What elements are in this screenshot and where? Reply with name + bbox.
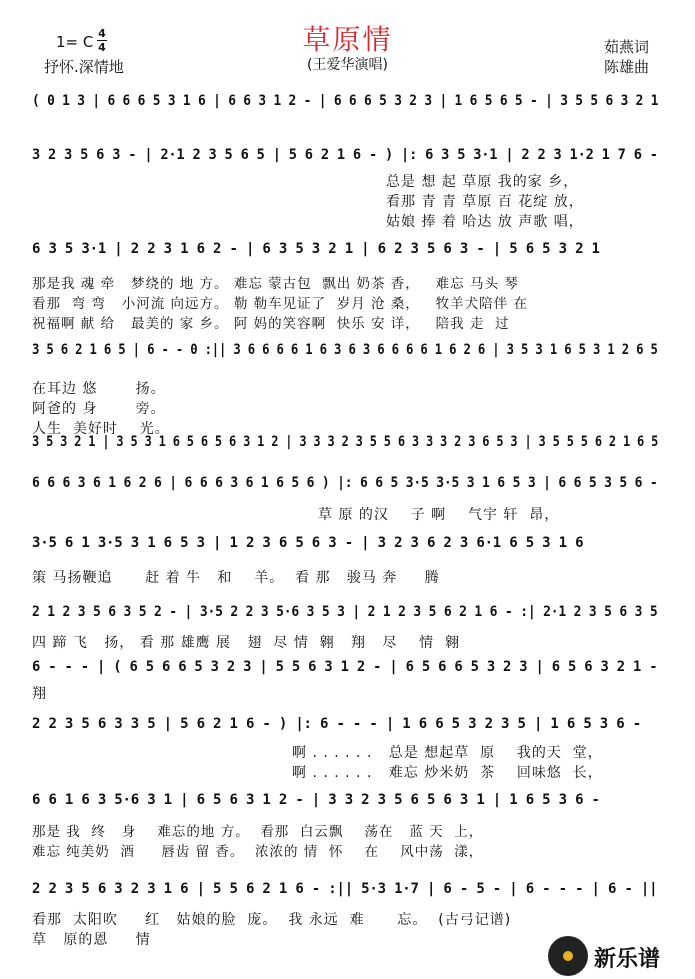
lyric-line: 四 蹄 飞 扬， 看 那 雄鹰 展 翅 尽 情 翱 翔 尽 情 翱: [32, 635, 461, 651]
notation-text: 6 6 1 6 3 5·6 3 1 | 6 5 6 3 1 2 - | 3 3 2 3 5 6 5 6 3 1 | 1 6 5 3 6 -: [32, 792, 600, 808]
song-title: 草原情: [302, 23, 393, 56]
logo-text: 新乐谱: [594, 947, 661, 972]
notation-text: 2 2 3 5 6 3 3 5 | 5 6 2 1 6 - ) |: 6 - - - | 1 6 6 5 3 2 3 5 | 1 6 5 3 6 -: [32, 716, 641, 732]
notation-text: ( 0 1 3 | 6 6 6 5 3 1 6 | 6 6 3 1 2 - | 6 6 6 5 3 2 3 | 1 6 5 6 5 - | 3 5 5 6 3 2 1: [32, 93, 659, 109]
lyric-line: 啊 . . . . . . 难忘 炒米奶 茶 回味悠 长，: [292, 765, 603, 781]
notation-text: 3 5 6 2 1 6 5 | 6 - - 0 :|| 3 6 6 6 6 1 6 3 6 3 6 6 6 6 1 6 2 6 | 3 5 3 1 6 5 3 1 2 6 5: [32, 342, 658, 358]
notation-line: [28, 655, 662, 681]
lyric-line: 姑娘 捧 着 哈达 放 声歌 唱，: [386, 214, 584, 230]
lyric-line: 策 马扬鞭追 赶 着 牛 和 羊。 看 那 骏马 奔 腾: [32, 570, 440, 586]
notation-line: [28, 877, 662, 903]
notation-text: 2 2 3 5 6 3 2 3 1 6 | 5 5 6 2 1 6 - :|| 5·3 1·7 | 6 - 5 - | 6 - - - | 6 - ||: [32, 881, 658, 897]
lyric-line: 看那 弯 弯 小河流 向远方。 勒 勒车见证了 岁月 沧 桑， 牧羊犬陪伴 在: [32, 296, 528, 312]
notation-text: 6 6 6 3 6 1 6 2 6 | 6 6 6 3 6 1 6 5 6 ) |: 6 6 5 3·5 3·5 3 1 6 5 3 | 6 6 5 3 5 6 -: [32, 475, 658, 491]
notation-line: [28, 712, 662, 738]
notation-line: [28, 600, 662, 626]
lyric-line: 草 原 的汉 子 啊 气宇 轩 昂，: [318, 507, 560, 523]
lyric-line: 总是 想 起 草原 我的家 乡，: [386, 174, 579, 190]
notation-text: 6 - - - | ( 6 5 6 6 5 3 2 3 | 5 5 6 3 1 2 - | 6 5 6 6 5 3 2 3 | 6 5 6 3 2 1 -: [32, 659, 658, 675]
lyric-line: 祝福啊 献 给 最美的 家 乡。 阿 妈的笑容啊 快乐 安 详， 陪我 走 过: [32, 316, 510, 332]
notation-line: [28, 338, 662, 364]
lyric-line: 看那 太阳吹 红 姑娘的脸 庞。 我 永远 难 忘。 (古弓记谱): [32, 912, 512, 928]
notation-text: 3·5 6 1 3·5 3 1 6 5 3 | 1 2 3 6 5 6 3 - | 3 2 3 6 2 3 6·1 6 5 3 1 6: [32, 535, 584, 551]
lyric-line: 那是我 魂 牵 梦绕的 地 方。 难忘 蒙古包 飘出 奶茶 香， 难忘 马头 琴: [32, 276, 519, 292]
record-icon: [548, 936, 588, 976]
lyric-line: 难忘 纯美奶 酒 唇齿 留 香。 浓浓的 情 怀 在 风中荡 漾，: [32, 844, 484, 860]
meter-bottom: 4: [98, 41, 106, 54]
meter-top: 4: [98, 27, 106, 40]
notation-text: 2 1 2 3 5 6 3 5 2 - | 3·5 2 2 3 5·6 3 5 3 | 2 1 2 3 5 6 2 1 6 - :| 2·1 2 3 5 6 3 5: [32, 604, 658, 620]
notation-text: 6 3 5 3·1 | 2 2 3 1 6 2 - | 6 3 5 3 2 1 | 6 2 3 5 6 3 - | 5 6 5 3 2 1: [32, 241, 600, 257]
notation-text: 3 5 3 2 1 | 3 5 3 1 6 5 6 5 6 3 1 2 | 3 3 3 2 3 5 5 6 3 3 3 2 3 6 5 3 | 3 5 5 5 6 2 1 6 5: [32, 434, 659, 450]
lyricist-credit: 茹燕词: [604, 38, 650, 56]
expression-mark: 抒怀.深情地: [44, 58, 124, 76]
key-signature: 1= C: [56, 33, 94, 51]
composer-credit: 陈雄曲: [604, 58, 650, 76]
lyric-line: 啊 . . . . . . 总是 想起草 原 我的天 堂，: [292, 745, 603, 761]
notation-line: [28, 430, 662, 456]
notation-line: [28, 89, 662, 115]
lyric-line: 看那 青 青 草原 百 花绽 放，: [386, 194, 584, 210]
lyric-line: 那是 我 终 身 难忘的地 方。 看那 白云飘 荡在 蓝 天 上，: [32, 824, 484, 840]
notation-line: [28, 788, 662, 814]
time-signature: [97, 28, 107, 53]
notation-line: [28, 143, 662, 169]
lyric-line: 阿爸的 身 旁。: [32, 401, 166, 417]
notation-line: [28, 237, 662, 263]
notation-line: [28, 471, 662, 497]
notation-text: 3 2 3 5 6 3 - | 2·1 2 3 5 6 5 | 5 6 2 1 6 - ) |: 6 3 5 3·1 | 2 2 3 1·2 1 7 6 -: [32, 147, 658, 163]
singer-subtitle: (王爱华演唱): [307, 57, 388, 73]
lyric-line: 在耳边 悠 扬。: [32, 381, 166, 397]
lyric-line: 草 原的恩 情: [32, 932, 151, 948]
notation-line: [28, 531, 662, 557]
lyric-line: 翔: [32, 686, 47, 702]
lyric-line: 人生 美好时 光。: [32, 421, 170, 437]
